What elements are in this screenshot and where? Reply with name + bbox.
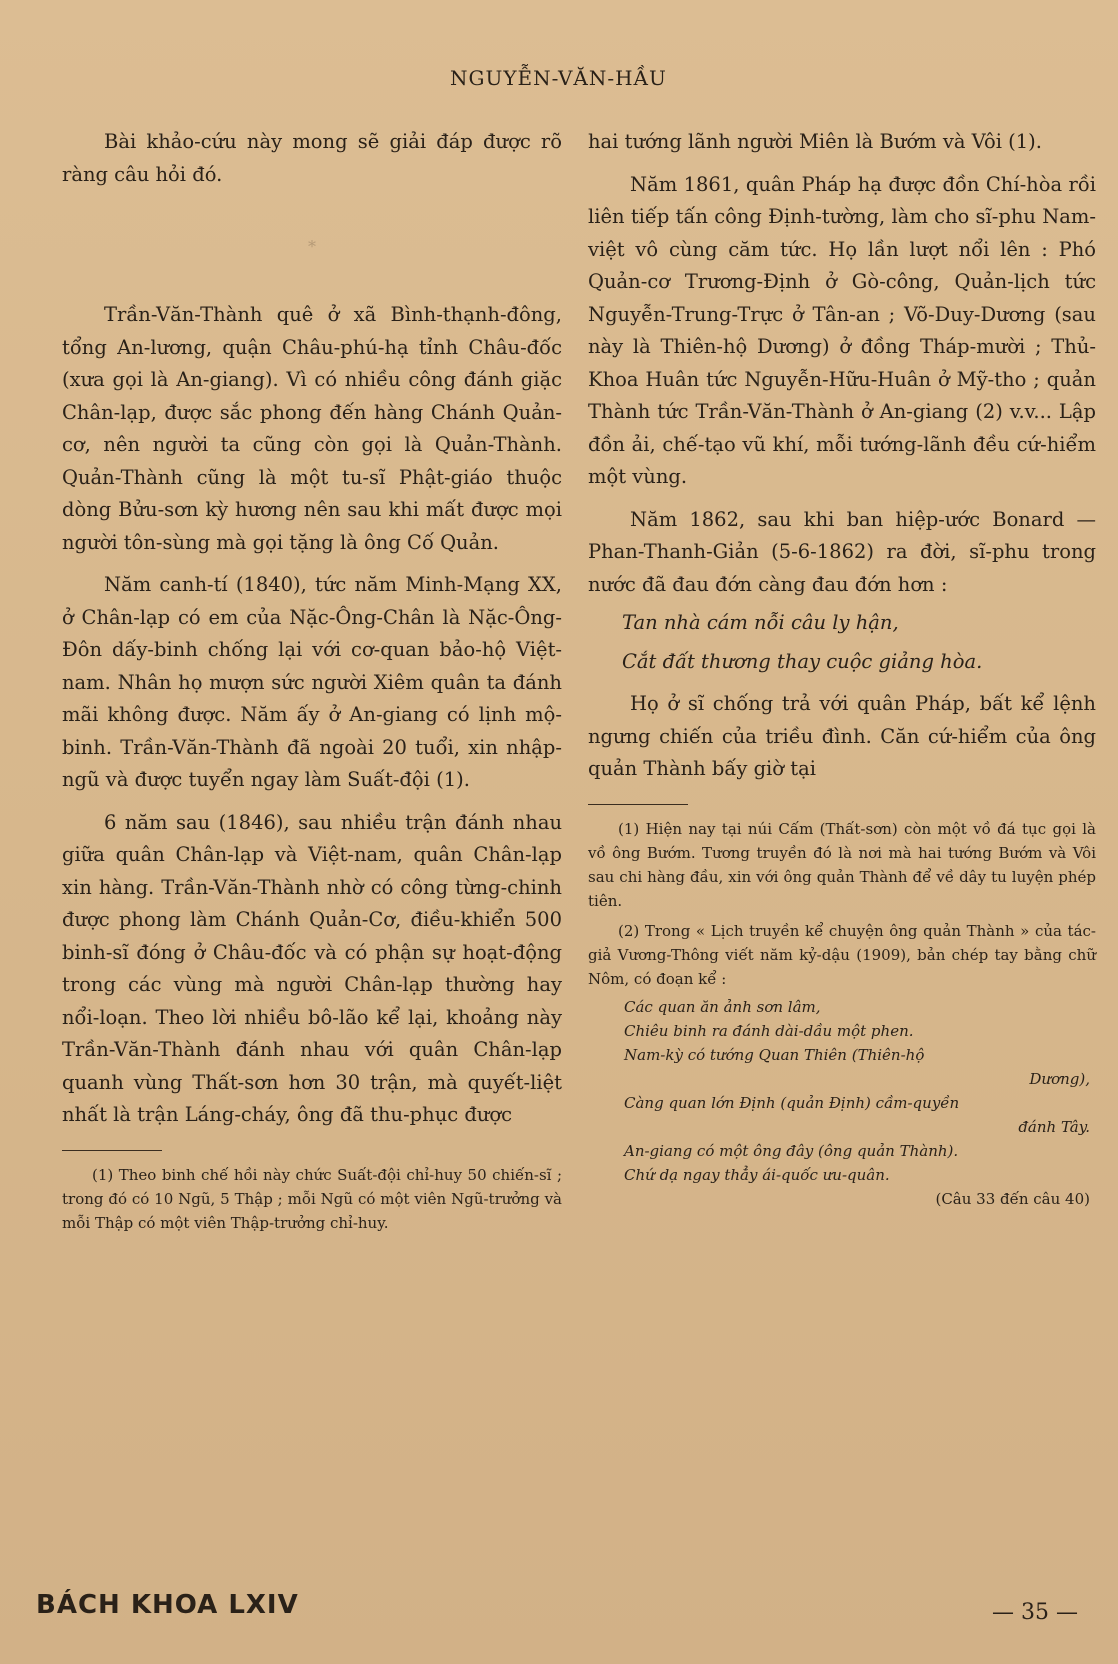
- poem-line: Càng quan lớn Định (quản Định) cầm-quyền: [624, 1093, 960, 1112]
- footnote: (2) Trong « Lịch truyền kể chuyện ông quản Thành » của tác-giả Vương-Thông viết năm kỷ-dậu (1909), bản chép tay bằng chữ Nôm, có đoạn kể :: [588, 921, 1096, 988]
- paragraph: Năm 1861, quân Pháp hạ được đồn Chí-hòa rồi liên tiếp tấn công Định-tường, làm cho sĩ-phu Nam-việt vô cùng căm tức. Họ lần lượt nổi lên : Phó Quản-cơ Trương-Định ở Gò-công, Quản-lịch tức Nguyễn-Trung-Trực ở Tân-an ; Võ-Duy-Dương (sau này là Thiên-hộ Dương) ở đồng Tháp-mười ; Thủ-Khoa Huân tức Nguyễn-Hữu-Huân ở Mỹ-tho ; quản Thành tức Trần-Văn-Thành ở An-giang (2) v.v... Lập đồn ải, chế-tạo vũ khí, mỗi tướng-lãnh đều cứ-hiểm một vùng.: [588, 172, 1096, 488]
- footnote: (1) Hiện nay tại núi Cấm (Thất-sơn) còn một vồ đá tục gọi là vồ ông Bướm. Tương truyền đó là nơi mà hai tướng Bướm và Vôi sau chi hàng đầu, xin với ông quản Thành để về dây tu luyện phép tiên.: [588, 819, 1096, 910]
- footnote-divider: [588, 804, 688, 805]
- paragraph: Trần-Văn-Thành quê ở xã Bình-thạnh-đông, tổng An-lương, quận Châu-phú-hạ tỉnh Châu-đốc (xưa gọi là An-giang). Vì có nhiều công đánh giặc Chân-lạp, được sắc phong đến hàng Chánh Quản-cơ, nên người ta cũng còn gọi là Quản-Thành. Quản-Thành cũng là một tu-sĩ Phật-giáo thuộc dòng Bửu-sơn kỳ hương nên sau khi mất được mọi người tôn-sùng mà gọi tặng là ông Cố Quản.: [62, 303, 562, 554]
- poem: [588, 995, 1096, 1211]
- paragraph: 6 năm sau (1846), sau nhiều trận đánh nhau giữa quân Chân-lạp và Việt-nam, quân Chân-lạp xin hàng. Trần-Văn-Thành nhờ có công từng-chinh được phong làm Chánh Quản-Cơ, điều-khiển 500 binh-sĩ đóng ở Châu-đốc và có phận sự hoạt-động trong các vùng mà người Chân-lạp thường hay nổi-loạn. Theo lời nhiều bô-lão kể lại, khoảng này Trần-Văn-Thành đánh nhau với quân Chân-lạp quanh vùng Thất-sơn hơn 30 trận, mà quyết-liệt nhất là trận Láng-cháy, ông đã thu-phục được: [62, 810, 562, 1126]
- paragraph: hai tướng lãnh người Miên là Bướm và Vôi (1).: [588, 130, 1042, 153]
- magazine-name: BÁCH KHOA LXIV: [36, 1590, 299, 1620]
- poem-line: An-giang có một ông đây (ông quản Thành).: [624, 1141, 959, 1160]
- verse-line: Cắt đất thương thay cuộc giảng hòa.: [622, 649, 983, 673]
- footnote: (1) Theo binh chế hồi này chức Suất-đội chỉ-huy 50 chiến-sĩ ; trong đó có 10 Ngũ, 5 Thập ; mỗi Ngũ có một viên Ngũ-trưởng và mỗi Thập có một viên Thập-trưởng chỉ-huy.: [62, 1165, 562, 1232]
- footnote-divider: [62, 1150, 162, 1151]
- paragraph: Họ ở sĩ chống trả với quân Pháp, bất kể lệnh ngưng chiến của triều đình. Căn cứ-hiểm của ông quản Thành bấy giờ tại: [588, 692, 1096, 780]
- poem-line: Chiêu binh ra đánh dài-dầu một phen.: [624, 1021, 914, 1040]
- poem-line: Chứ dạ ngay thẳy ái-quốc ưu-quân.: [624, 1165, 890, 1184]
- poem-line: Dương),: [1029, 1069, 1090, 1088]
- paragraph: Năm canh-tí (1840), tức năm Minh-Mạng XX, ở Chân-lạp có em của Nặc-Ông-Chân là Nặc-Ông-Đôn dấy-binh chống lại với cơ-quan bảo-hộ Việt-nam. Nhân họ mượn sức người Xiêm quân ta đánh mãi không được. Năm ấy ở An-giang có lịnh mộ-binh. Trần-Văn-Thành đã ngoài 20 tuổi, xin nhập-ngũ và được tuyển ngay làm Suất-đội (1).: [62, 573, 562, 791]
- poem-citation: (Câu 33 đến câu 40): [935, 1189, 1090, 1208]
- footnotes: [588, 817, 1096, 1211]
- verse-line: Tan nhà cám nỗi câu ly hận,: [622, 611, 899, 634]
- poem-line: Nam-kỳ có tướng Quan Thiên (Thiên-hộ: [624, 1045, 925, 1064]
- paragraph: Bài khảo-cứu này mong sẽ giải đáp được rõ ràng câu hỏi đó.: [62, 130, 562, 186]
- page-header: NGUYỄN-VĂN-HẦU: [450, 66, 667, 90]
- page-number: — 35 —: [992, 1600, 1078, 1625]
- right-column: [588, 126, 1096, 1211]
- left-column: [62, 126, 562, 1235]
- poem-line: Các quan ăn ảnh sơn lâm,: [624, 997, 821, 1016]
- paragraph: Năm 1862, sau khi ban hiệp-ước Bonard — Phan-Thanh-Giản (5-6-1862) ra đời, sĩ-phu trong nước đã đau đớn càng đau đớn hơn :: [588, 507, 1096, 596]
- section-separator: *: [308, 237, 316, 256]
- footnotes: [62, 1163, 562, 1235]
- poem-line: đánh Tây.: [1018, 1117, 1090, 1136]
